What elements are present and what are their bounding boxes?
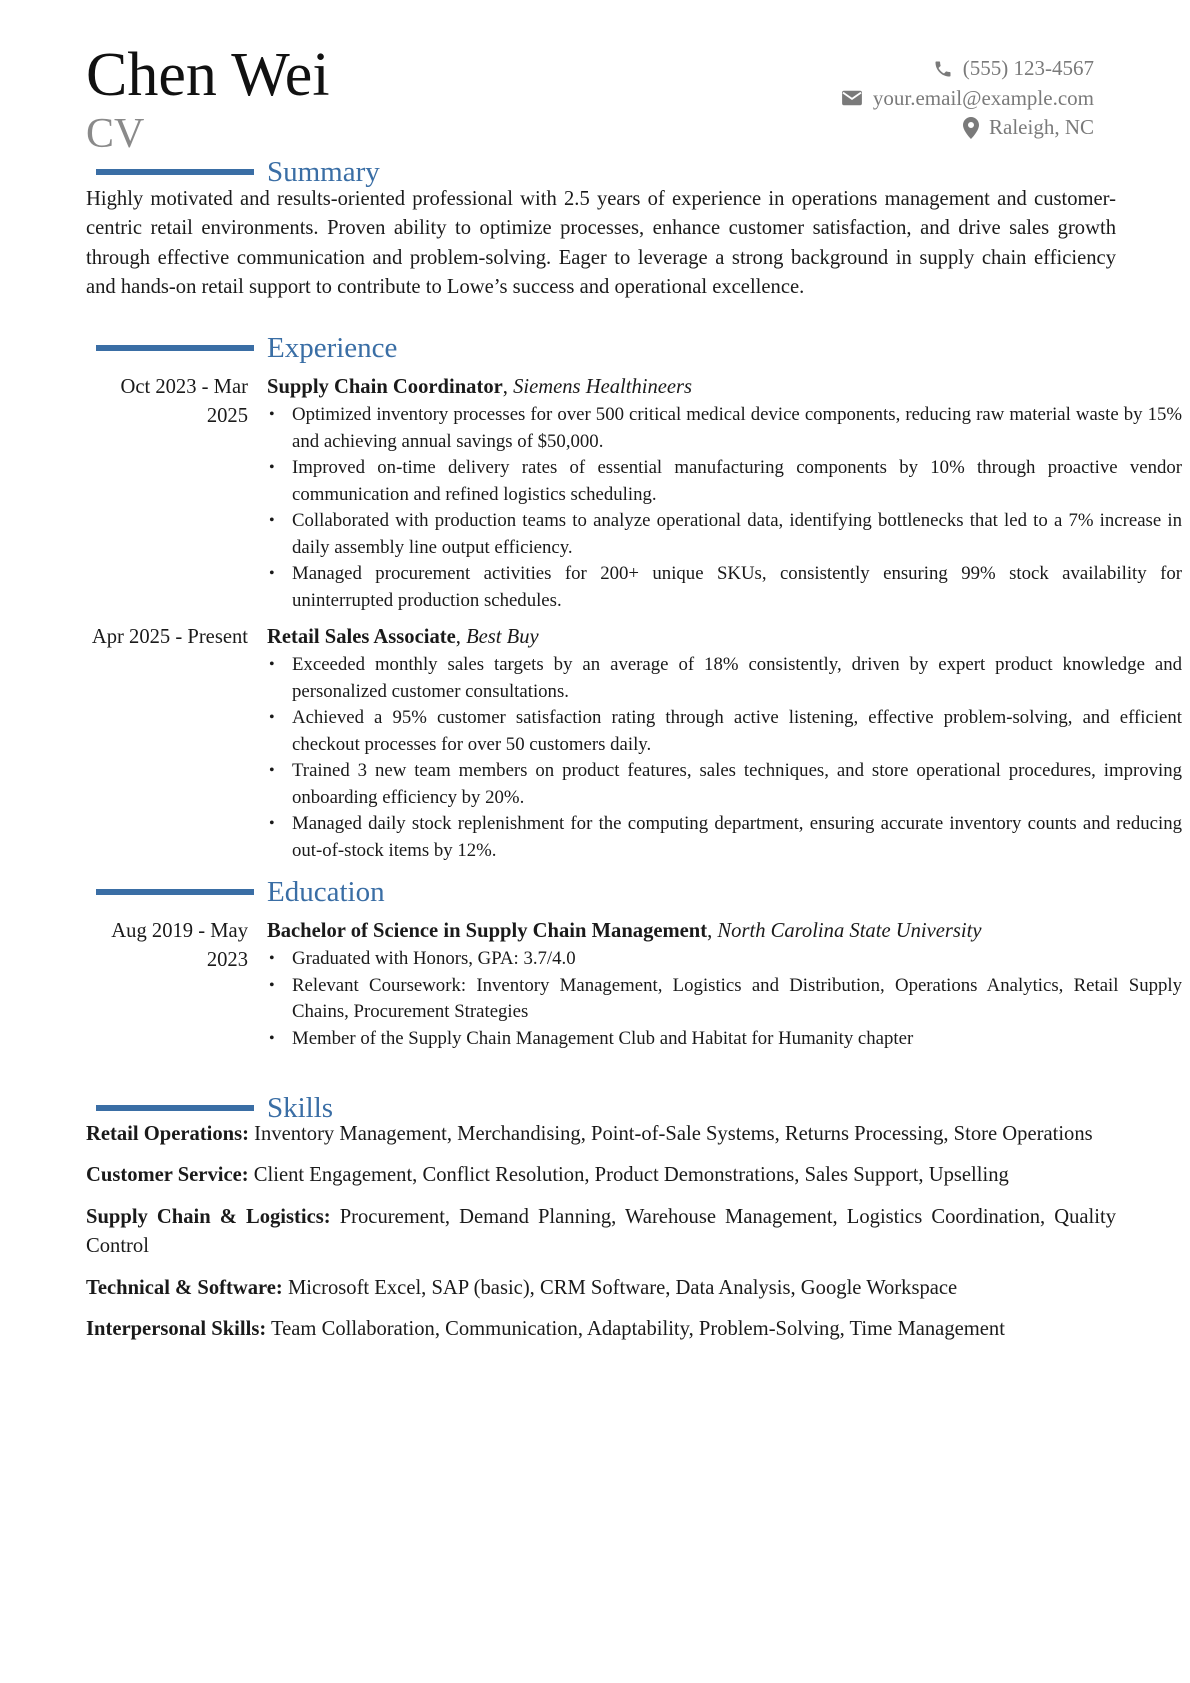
list-item: • Managed procurement activities for 200+ unique SKUs, consistently ensuring 99% stock availability for uninterrupted production schedules. <box>267 561 1182 614</box>
document-subtitle: CV <box>86 111 145 157</box>
skill-category: Technical & Software: <box>86 1276 283 1299</box>
phone-text: (555) 123-4567 <box>962 56 1094 80</box>
contact-email[interactable] <box>841 84 1094 114</box>
section-accent-bar <box>96 169 254 175</box>
section-accent-bar <box>96 889 254 895</box>
job-role: Supply Chain Coordinator <box>267 376 503 398</box>
entry-body <box>267 373 1182 614</box>
skill-category: Retail Operations: <box>86 1123 250 1145</box>
entry-title: Bachelor of Science in Supply Chain Management, North Carolina State University <box>267 920 982 942</box>
skill-row <box>86 1274 1116 1303</box>
skill-category: Customer Service: <box>86 1164 249 1187</box>
list-item: • Optimized inventory processes for over 500 critical medical device components, reducing raw material waste by 15% and achieving annual savings of $50,000. <box>267 402 1182 455</box>
skill-items: Client Engagement, Conflict Resolution, Product Demonstrations, Sales Support, Upselling <box>253 1164 1009 1187</box>
entry-body <box>267 623 1182 864</box>
achievement-list <box>267 652 1182 864</box>
entry-title: Supply Chain Coordinator, Siemens Healthineers <box>267 376 693 398</box>
entry-date: Oct 2023 - Mar 2025 <box>120 376 248 427</box>
section-title-experience: Experience <box>267 332 398 364</box>
company-name: Best Buy <box>466 626 539 648</box>
map-pin-icon <box>963 117 979 139</box>
entry-body <box>267 917 1182 1052</box>
achievement-list <box>267 402 1182 614</box>
skill-row <box>86 1120 1116 1149</box>
skill-items: Team Collaboration, Communication, Adaptability, Problem-Solving, Time Management <box>271 1318 1005 1341</box>
skill-row <box>86 1315 1116 1344</box>
list-item: • Relevant Coursework: Inventory Management, Logistics and Distribution, Operations Analytics, Retail Supply Chains, Procurement Strategies <box>267 973 1182 1026</box>
job-role: Retail Sales Associate <box>267 626 456 648</box>
school-name: North Carolina State University <box>717 920 982 942</box>
entry-date: Aug 2019 - May 2023 <box>111 920 248 971</box>
list-item: • Graduated with Honors, GPA: 3.7/4.0 <box>267 946 1182 973</box>
section-title-skills: Skills <box>267 1092 334 1124</box>
skill-row <box>86 1161 1116 1190</box>
list-item: • Achieved a 95% customer satisfaction rating through active listening, effective problem-solving, and efficient checkout processes for over 50 customers daily. <box>267 705 1182 758</box>
list-item: • Trained 3 new team members on product features, sales techniques, and store operational procedures, improving onboarding efficiency by 20%. <box>267 758 1182 811</box>
skill-category: Interpersonal Skills: <box>86 1318 267 1341</box>
list-item: • Member of the Supply Chain Management Club and Habitat for Humanity chapter <box>267 1026 1182 1053</box>
experience-section-header <box>96 331 696 365</box>
list-item: • Managed daily stock replenishment for the computing department, ensuring accurate inventory counts and reducing out-of-stock items by 12%. <box>267 811 1182 864</box>
skills-list <box>86 1120 1116 1356</box>
education-section-header <box>96 875 696 909</box>
degree-name: Bachelor of Science in Supply Chain Management <box>267 920 708 942</box>
location-text: Raleigh, NC <box>989 115 1094 139</box>
contact-location <box>841 113 1094 143</box>
list-item: • Collaborated with production teams to analyze operational data, identifying bottlenecks that led to a 7% increase in daily assembly line output efficiency. <box>267 508 1182 561</box>
contact-info <box>841 54 1094 143</box>
envelope-icon <box>841 89 863 107</box>
skill-category: Supply Chain & Logistics: <box>86 1205 331 1228</box>
skill-items: Inventory Management, Merchandising, Point-of-Sale Systems, Returns Processing, Store Operations <box>254 1123 1093 1145</box>
entry-date: Apr 2025 - Present <box>91 626 248 648</box>
skill-row <box>86 1203 1116 1262</box>
skill-items: Microsoft Excel, SAP (basic), CRM Software, Data Analysis, Google Workspace <box>287 1276 958 1299</box>
education-details-list <box>267 946 1182 1052</box>
contact-phone[interactable] <box>841 54 1094 84</box>
company-name: Siemens Healthineers <box>513 376 693 398</box>
section-title-summary: Summary <box>267 156 380 188</box>
list-item: • Improved on-time delivery rates of essential manufacturing components by 10% through proactive vendor communication and refined logistics scheduling. <box>267 455 1182 508</box>
list-item: • Exceeded monthly sales targets by an average of 18% consistently, driven by expert product knowledge and personalized customer consultations. <box>267 652 1182 705</box>
section-accent-bar <box>96 345 254 351</box>
person-name: Chen Wei <box>86 41 330 109</box>
entry-title: Retail Sales Associate, Best Buy <box>267 626 539 648</box>
section-accent-bar <box>96 1105 254 1111</box>
email-text: your.email@example.com <box>872 85 1094 110</box>
section-title-education: Education <box>267 876 385 908</box>
summary-text: Highly motivated and results-oriented professional with 2.5 years of experience in operations management and customer-centric retail environments. Proven ability to optimize processes, enhance customer satisfaction, and drive sales growth through effective communication and problem-solving. Eager to leverage a strong background in supply chain efficiency and hands-on retail support to contribute to Lowe’s success and operational excellence. <box>86 188 1116 299</box>
cv-header <box>86 40 1094 160</box>
summary-section-header <box>96 155 696 189</box>
phone-icon <box>933 59 953 79</box>
skill-items: Procurement, Demand Planning, Warehouse Management, Logistics Coordination, Quality Control <box>86 1205 1117 1258</box>
